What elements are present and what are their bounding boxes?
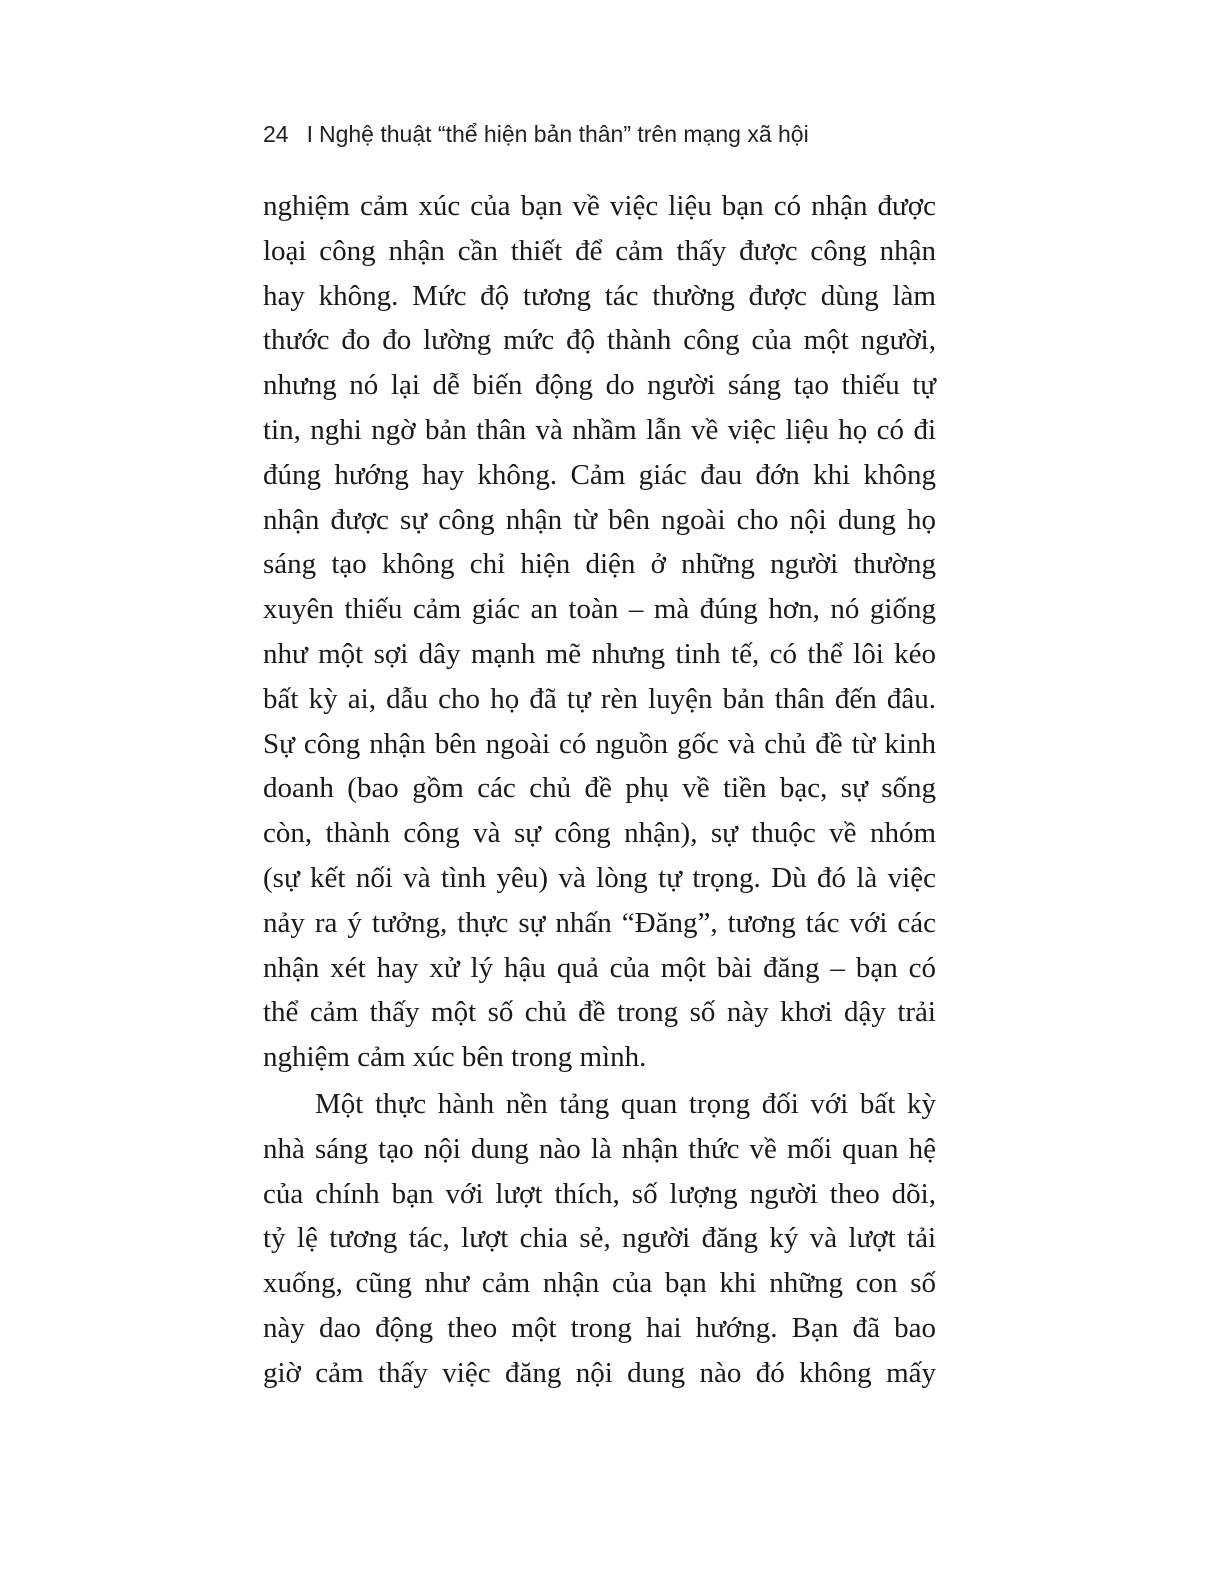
text-line: xuyên thiếu cảm giác an toàn – mà đúng hơn, nó giống: [263, 593, 936, 626]
text-line: này dao động theo một trong hai hướng. Bạn đã bao: [263, 1311, 936, 1344]
text-line: của chính bạn với lượt thích, số lượng người theo dõi,: [263, 1177, 936, 1210]
text-line: nhận được sự công nhận từ bên ngoài cho nội dung họ: [263, 503, 936, 536]
text-line: Một thực hành nền tảng quan trọng đối với bất kỳ: [315, 1087, 936, 1120]
book-title: Nghệ thuật “thể hiện bản thân” trên mạng xã hội: [318, 121, 809, 147]
text-line: thể cảm thấy một số chủ đề trong số này khơi dậy trải: [263, 996, 936, 1029]
text-line: hay không. Mức độ tương tác thường được dùng làm: [263, 279, 936, 312]
text-line: đúng hướng hay không. Cảm giác đau đớn khi không: [263, 458, 936, 491]
text-line: còn, thành công và sự công nhận), sự thuộc về nhóm: [263, 817, 936, 850]
text-line: (sự kết nối và tình yêu) và lòng tự trọng. Dù đó là việc: [263, 861, 936, 894]
text-line: nhưng nó lại dễ biến động do người sáng tạo thiếu tự: [263, 369, 936, 402]
text-line: như một sợi dây mạnh mẽ nhưng tinh tế, có thể lôi kéo: [263, 637, 936, 670]
text-line: Sự công nhận bên ngoài có nguồn gốc và chủ đề từ kinh: [263, 727, 936, 760]
header-separator: I: [306, 121, 313, 147]
text-line: sáng tạo không chỉ hiện diện ở những người thường: [263, 548, 936, 581]
text-line: nhà sáng tạo nội dung nào là nhận thức về mối quan hệ: [263, 1132, 936, 1165]
text-line: nghiệm cảm xúc bên trong mình.: [263, 1041, 647, 1074]
text-line: tin, nghi ngờ bản thân và nhầm lẫn về việc liệu họ có đi: [263, 413, 936, 446]
page-number: 24: [263, 121, 289, 147]
running-header: [263, 116, 963, 152]
paragraph-1: [263, 184, 936, 1080]
text-line: xuống, cũng như cảm nhận của bạn khi những con số: [263, 1267, 936, 1300]
text-line: giờ cảm thấy việc đăng nội dung nào đó không mấy: [263, 1356, 936, 1389]
text-line: bất kỳ ai, dẫu cho họ đã tự rèn luyện bản thân đến đâu.: [263, 682, 936, 715]
text-line: nảy ra ý tưởng, thực sự nhấn “Đăng”, tương tác với các: [263, 906, 936, 939]
body-text: [263, 184, 936, 1396]
text-line: nhận xét hay xử lý hậu quả của một bài đăng – bạn có: [263, 951, 936, 984]
paragraph-2: [263, 1082, 936, 1396]
text-line: tỷ lệ tương tác, lượt chia sẻ, người đăng ký và lượt tải: [263, 1222, 936, 1255]
text-line: loại công nhận cần thiết để cảm thấy được công nhận: [263, 234, 936, 267]
text-line: thước đo đo lường mức độ thành công của một người,: [263, 324, 936, 357]
text-line: nghiệm cảm xúc của bạn về việc liệu bạn có nhận được: [263, 190, 936, 222]
text-line: doanh (bao gồm các chủ đề phụ về tiền bạc, sự sống: [263, 772, 936, 805]
